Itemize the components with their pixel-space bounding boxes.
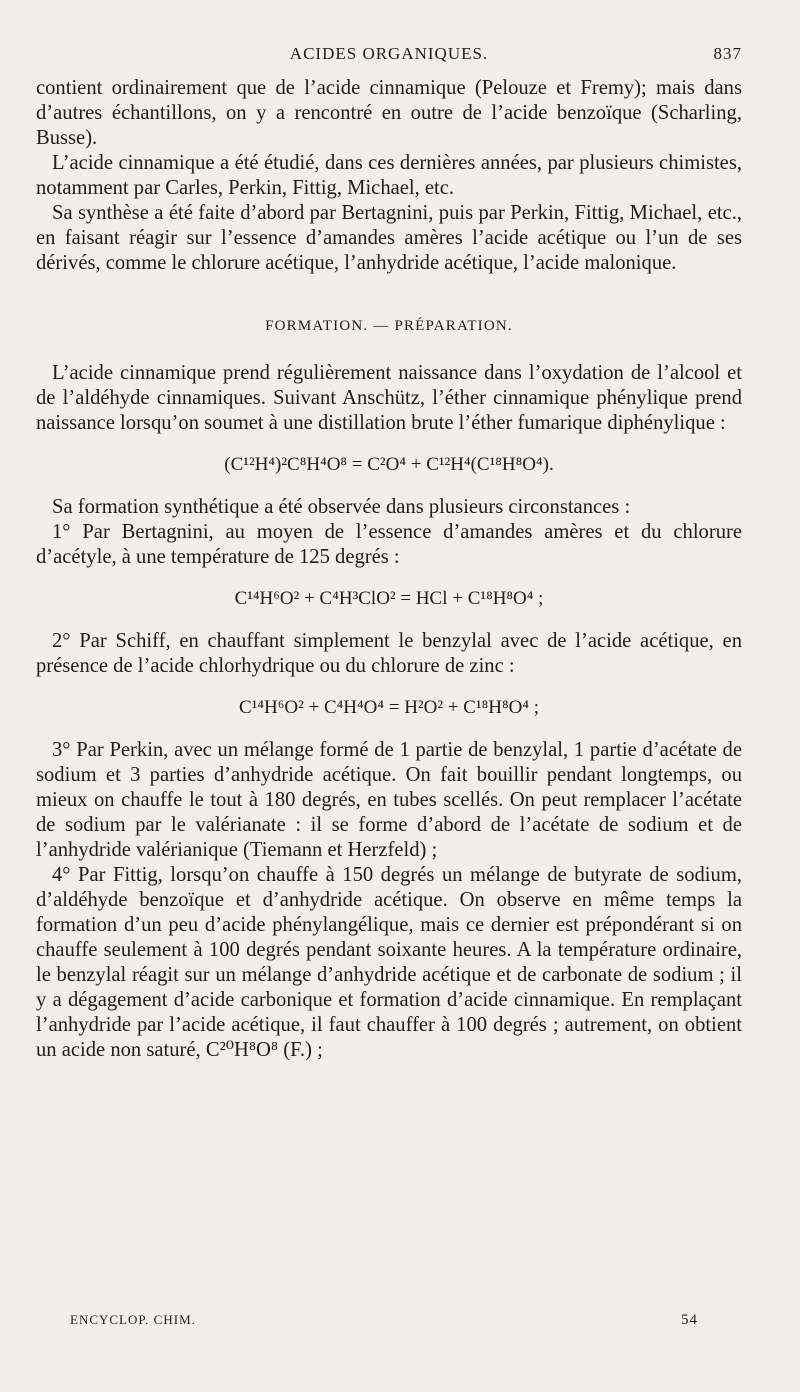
- formula-bertagnini: C¹⁴H⁶O² + C⁴H³ClO² = HCl + C¹⁸H⁸O⁴ ;: [234, 588, 544, 609]
- paragraph-formation: L’acide cinnamique prend régulièrement naissance dans l’oxydation de l’alcool et de l’aldéhyde cinnamiques. Suivant Anschütz, l’éther cinnamique phénylique prend naissance lorsqu’on soumet à une distillation brute l’éther fumarique diphénylique :: [36, 362, 742, 434]
- paragraph-synthesis: Sa synthèse a été faite d’abord par Bertagnini, puis par Perkin, Fittig, Michael, etc., en faisant réagir sur l’essence d’amandes amères l’acide acétique ou l’un de ses dérivés, comme le chlorure acétique, l’anhydride acétique, l’acide malonique.: [36, 202, 742, 274]
- paragraph-studies: L’acide cinnamique a été étudié, dans ces dernières années, par plusieurs chimistes, notamment par Carles, Perkin, Fittig, Michael, etc.: [36, 152, 742, 199]
- paragraph-continuation: contient ordinairement que de l’acide cinnamique (Pelouze et Fremy); mais dans d’autres échantillons, on y a rencontré en outre de l’acide benzoïque (Scharling, Busse).: [36, 77, 742, 149]
- section-heading: FORMATION. — PRÉPARATION.: [265, 318, 513, 334]
- header-title: ACIDES ORGANIQUES.: [289, 44, 489, 63]
- page-number: 837: [713, 44, 742, 63]
- footer-signature: ENCYCLOP. CHIM.: [70, 1312, 196, 1327]
- paragraph-bertagnini: 1° Par Bertagnini, au moyen de l’essence d’amandes amères et du chlorure d’acétyle, à une température de 125 degrés :: [36, 521, 742, 568]
- paragraph-schiff: 2° Par Schiff, en chauffant simplement le benzylal avec de l’acide acétique, en présence de l’acide chlorhydrique ou du chlorure de zinc :: [36, 630, 742, 677]
- paragraph-perkin: 3° Par Perkin, avec un mélange formé de 1 partie de benzylal, 1 partie d’acétate de sodium et 3 parties d’anhydride acétique. On fait bouillir pendant longtemps, ou mieux on chauffe le tout à 180 degrés, en tubes scellés. On peut remplacer l’acétate de sodium par le valérianate : il se forme d’abord de l’acétate de sodium et de l’anhydride valérianique (Tiemann et Herzfeld) ;: [36, 739, 742, 861]
- formula-anschutz: (C¹²H⁴)²C⁸H⁴O⁸ = C²O⁴ + C¹²H⁴(C¹⁸H⁸O⁴).: [224, 454, 554, 475]
- formula-schiff: C¹⁴H⁶O² + C⁴H⁴O⁴ = H²O² + C¹⁸H⁸O⁴ ;: [239, 697, 539, 718]
- paragraph-circumstances: Sa formation synthétique a été observée dans plusieurs circonstances :: [52, 496, 631, 518]
- footer-sheet-number: 54: [681, 1312, 698, 1328]
- page-footer: [70, 1312, 742, 1332]
- paragraph-fittig: 4° Par Fittig, lorsqu’on chauffe à 150 degrés un mélange de butyrate de sodium, d’aldéhyde benzoïque et d’anhydride acétique. On observe en même temps la formation d’un peu d’acide phénylangélique, mais ce dernier est prépondérant si on chauffe seulement à 100 degrés pendant soixante heures. A la température ordinaire, le benzylal réagit sur un mélange d’anhydride acétique et de carbonate de sodium ; il y a dégagement d’acide carbonique et formation d’acide cinnamique. En remplaçant l’anhydride par l’acide acétique, il faut chauffer à 100 degrés ; autrement, on obtient un acide non saturé, C²⁰H⁸O⁸ (F.) ;: [36, 864, 742, 1061]
- page-body: [36, 76, 742, 1063]
- running-header: [36, 44, 742, 68]
